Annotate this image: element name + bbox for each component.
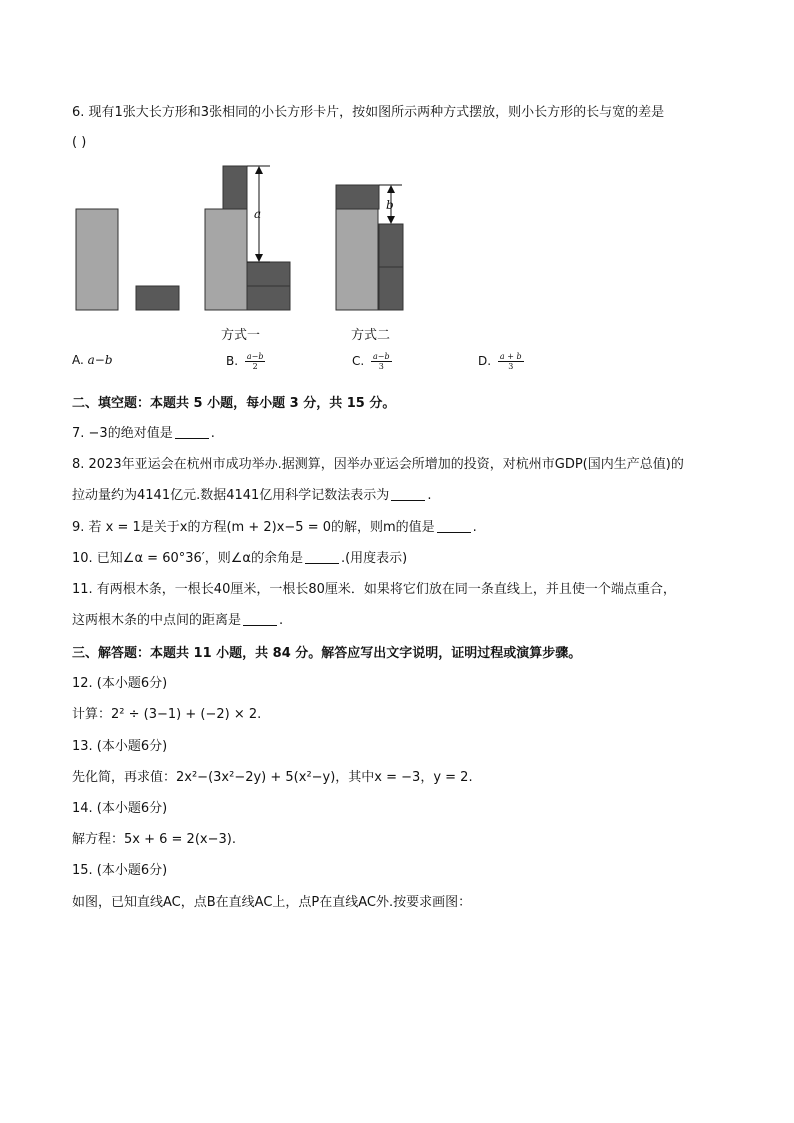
q8-text: 拉动量约为4141亿元.数据4141亿用科学记数法表示为 [72, 488, 390, 503]
q14-body: 解方程：5x + 6 = 2(x−3). [72, 832, 236, 847]
q9 [72, 519, 477, 537]
caption-way2: 方式二 [351, 328, 391, 343]
q11-text: 这两根木条的中点间的距离是 [72, 613, 242, 628]
q6-figure [60, 160, 420, 320]
q7-answer-blank[interactable] [175, 426, 209, 439]
q11-line1: 11. 有两根木条，一根长40厘米，一根长80厘米．如果将它们放在同一条直线上，并且使一个端点重合， [72, 582, 676, 597]
option-a[interactable] [72, 352, 113, 368]
q7 [72, 425, 215, 443]
q12-heading: 12. (本小题6分) [72, 676, 168, 691]
big-rectangle [76, 209, 118, 310]
option-c-numerator: a−b [373, 352, 390, 361]
way1-small-horizontal-top [247, 262, 290, 286]
caption-way1: 方式一 [221, 328, 261, 343]
option-c-letter: C. [352, 354, 365, 368]
option-b-denominator: 2 [252, 362, 258, 371]
q8-line2 [72, 487, 431, 505]
section2-heading: 二、填空题：本题共 5 小题，每小题 3 分，共 15 分。 [72, 396, 396, 411]
q8-answer-blank[interactable] [391, 488, 425, 501]
way1-small-horizontal-bottom [247, 286, 290, 310]
q9-answer-blank[interactable] [437, 520, 471, 533]
option-b-fraction [245, 352, 266, 371]
q7-text: 7. −3的绝对值是 [72, 426, 173, 441]
way2-big-rectangle [336, 209, 378, 310]
way1-small-vertical [223, 166, 247, 209]
q15-body: 如图，已知直线AC，点B在直线AC上，点P在直线AC外.按要求画图： [72, 895, 472, 910]
way2-small-vertical-top [379, 224, 403, 267]
section3-heading: 三、解答题：本题共 11 小题，共 84 分。解答应写出文字说明，证明过程或演算步骤。 [72, 646, 582, 661]
q7-end: . [210, 426, 215, 441]
option-b-letter: B. [226, 354, 239, 368]
way2-small-vertical-bottom [379, 267, 403, 310]
way2-small-horizontal [336, 185, 379, 209]
q14-heading: 14. (本小题6分) [72, 801, 168, 816]
q10 [72, 550, 407, 568]
option-a-letter: A. [72, 353, 84, 367]
option-a-value: a−b [87, 353, 113, 367]
label-b: b [386, 198, 394, 212]
q10-answer-blank[interactable] [305, 551, 339, 564]
q8-end: . [427, 488, 432, 503]
q12-body: 计算：2² ÷ (3−1) + (−2) × 2. [72, 707, 262, 722]
q11-line2 [72, 612, 283, 630]
option-c-denominator: 3 [378, 362, 384, 371]
way1-big-rectangle [205, 209, 247, 310]
q10-text: 10. 已知∠α = 60°36′，则∠α的余角是 [72, 551, 303, 566]
q9-end: . [472, 520, 477, 535]
q9-text: 9. 若 x = 1是关于x的方程(m + 2)x−5 = 0的解，则m的值是 [72, 520, 435, 535]
q11-answer-blank[interactable] [243, 613, 277, 626]
q10-end: .(用度表示) [340, 551, 408, 566]
option-d-letter: D. [478, 354, 492, 368]
option-d-denominator: 3 [508, 362, 514, 371]
option-c[interactable] [352, 352, 392, 371]
q13-heading: 13. (本小题6分) [72, 739, 168, 754]
option-c-fraction [371, 352, 392, 371]
option-b[interactable] [226, 352, 265, 371]
label-a: a [254, 207, 262, 221]
q6-stem-line1: 6. 现有1张大长方形和3张相同的小长方形卡片，按如图所示两种方式摆放，则小长方形的长与宽的差是 [72, 105, 665, 120]
option-d[interactable] [478, 352, 524, 371]
q8-line1: 8. 2023年亚运会在杭州市成功举办.据测算，因举办亚运会所增加的投资，对杭州市GDP(国内生产总值)的 [72, 457, 684, 472]
q6-stem-line2: ( ) [72, 135, 87, 150]
option-d-fraction [498, 352, 524, 371]
option-d-numerator: a + b [499, 352, 522, 361]
small-rectangle [136, 286, 179, 310]
option-b-numerator: a−b [246, 352, 264, 361]
q11-end: . [279, 613, 284, 628]
q13-body: 先化简，再求值：2x²−(3x²−2y) + 5(x²−y)，其中x = −3，y = 2. [72, 770, 473, 785]
q15-heading: 15. (本小题6分) [72, 863, 168, 878]
